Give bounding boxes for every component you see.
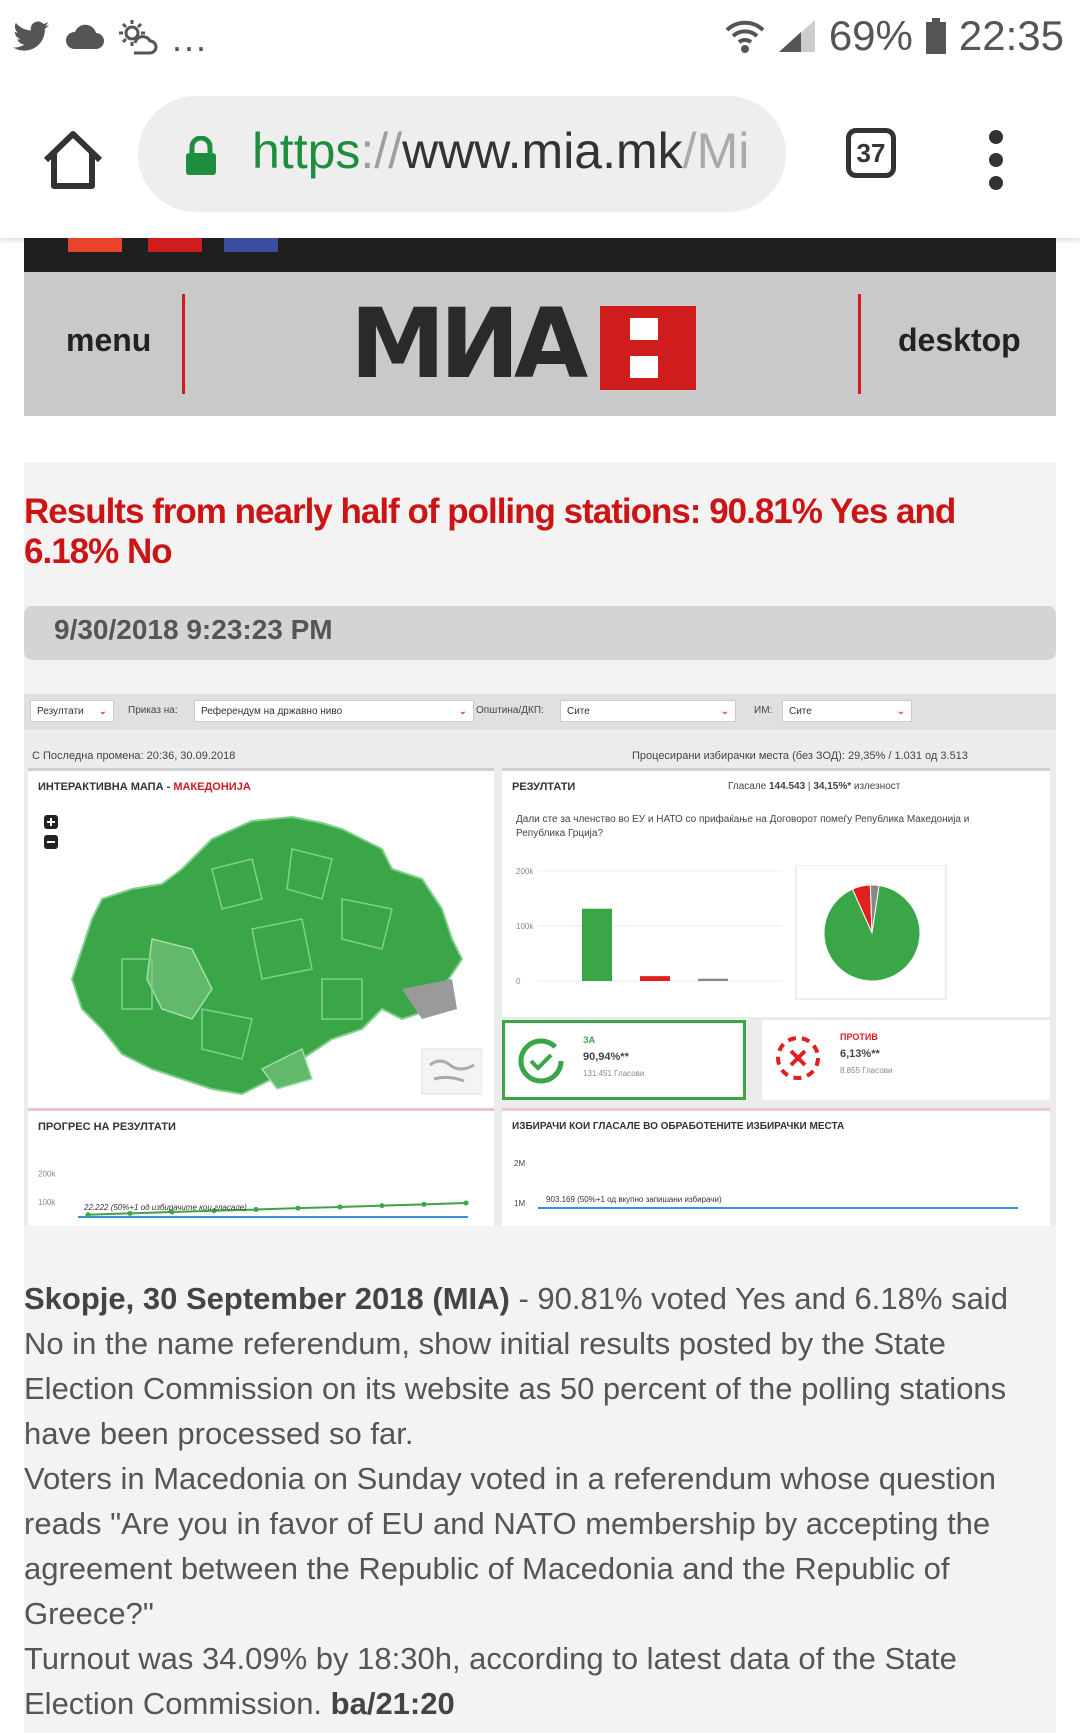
menu-link[interactable]: menu <box>66 322 152 358</box>
site-header <box>24 272 1056 416</box>
browser-toolbar <box>0 78 1080 238</box>
results-select: Резултати ⌄ <box>30 700 114 722</box>
polling-station-label: ИМ: <box>754 705 773 716</box>
header-divider <box>858 294 861 394</box>
line-tick-label: 100k <box>38 1197 56 1207</box>
results-pie-chart <box>792 865 952 1001</box>
home-icon[interactable] <box>40 126 106 192</box>
article-body <box>24 1276 1056 1726</box>
last-change-text: C Последна промена: 20:36, 30.09.2018 <box>32 750 236 762</box>
weather-icon <box>118 19 158 55</box>
header-divider <box>182 294 185 394</box>
check-icon <box>517 1037 565 1085</box>
map-panel <box>28 768 494 1111</box>
zoom-icon <box>42 813 62 853</box>
progress-point <box>254 1207 259 1212</box>
referendum-question: Дали сте за членство во ЕУ и НАТО со прифаќање на Договорот помеѓу Република Македонија и Република Грција? <box>516 814 970 839</box>
bar-against <box>640 976 670 981</box>
results-filter-bar <box>24 694 1056 730</box>
tab-switcher-button[interactable]: 37 <box>846 128 896 178</box>
logo-text: МИА <box>350 288 583 400</box>
against-label: ПРОТИВ <box>840 1032 878 1042</box>
cloud-icon <box>64 24 104 50</box>
voters-axis-2m: 2M <box>514 1159 526 1168</box>
progress-point <box>464 1201 469 1206</box>
logo-mark <box>600 306 696 390</box>
albanian-flag-icon[interactable] <box>148 238 202 252</box>
votes-summary: Гласале 144.543 | 34,15%* излезност <box>728 781 901 792</box>
for-percentage: 90,94%** <box>583 1051 629 1063</box>
article-paragraph: Voters in Macedonia on Sunday voted in a referendum whose question reads "Are you in favor of EU and NATO membership by accepting the agreement between the Republic of Macedonia and the Republic of Greece?" <box>24 1461 996 1631</box>
results-panel <box>502 768 1050 1017</box>
bar-tick-label: 100k <box>516 922 534 931</box>
map-title: ИНТЕРАКТИВНА МАПА - МАКЕДОНИЈА <box>38 781 251 793</box>
municipality-label: Општина/ДКП: <box>476 705 544 716</box>
article-signature: ba/21:20 <box>330 1686 455 1721</box>
voters-axis-1m: 1M <box>514 1199 526 1208</box>
voters-note: 903.169 (50%+1 од вкупно запишани избирачи) <box>546 1195 722 1204</box>
article-headline: Results from nearly half of polling stations: 90.81% Yes and 6.18% No <box>24 492 956 571</box>
progress-note: 22.222 (50%+1 од избирачите кои гласале) <box>84 1203 247 1212</box>
voters-panel <box>502 1108 1050 1226</box>
desktop-link[interactable]: desktop <box>898 322 1021 358</box>
municipality-select: Сите ⌄ <box>560 700 736 722</box>
for-tile <box>502 1020 746 1100</box>
threshold-line <box>538 1207 1018 1209</box>
article-date: 9/30/2018 9:23:23 PM <box>54 614 333 645</box>
progress-point <box>380 1203 385 1208</box>
bar-tick-label: 200k <box>516 867 534 876</box>
site-topbar <box>24 238 1056 272</box>
twitter-icon <box>12 21 50 53</box>
processed-text: Процесирани избирачки места (без ЗОД): 29,35% / 1.031 од 3.513 <box>632 750 968 762</box>
progress-point <box>338 1204 343 1209</box>
article-lead: - 90.81% voted Yes and 6.18% said No in the name referendum, show initial results posted by the State Election Commission on its website as 50 percent of the polling stations have been processed so far. <box>24 1281 1008 1451</box>
bar-tick-label: 0 <box>516 977 521 986</box>
against-tile <box>762 1020 1050 1100</box>
article-date-bar <box>24 606 1056 660</box>
progress-panel <box>28 1108 494 1226</box>
bar-for <box>582 909 612 981</box>
notification-overflow: ... <box>172 18 209 59</box>
progress-point <box>86 1212 91 1217</box>
against-votes: 8.855 Гласови <box>840 1066 893 1075</box>
article-dateline: Skopje, 30 September 2018 (MIA) <box>24 1281 510 1316</box>
wifi-icon <box>725 18 765 54</box>
battery-percentage: 69% <box>828 12 913 59</box>
for-label: ЗА <box>583 1035 596 1045</box>
results-screenshot <box>24 694 1056 1226</box>
progress-point <box>422 1202 427 1207</box>
overflow-menu-icon[interactable] <box>986 130 1006 199</box>
progress-title: ПРОГРЕС НА РЕЗУЛТАТИ <box>38 1121 176 1133</box>
macedonian-flag-icon[interactable] <box>68 238 122 252</box>
signal-icon <box>777 18 817 54</box>
address-bar[interactable] <box>138 96 786 212</box>
battery-icon <box>925 18 947 54</box>
bar-invalid <box>698 979 728 981</box>
article-paragraph <box>24 1276 1056 1456</box>
macedonia-map <box>62 809 482 1099</box>
voters-title: ИЗБИРАЧИ КОИ ГЛАСАЛЕ ВО ОБРАБОТЕНИТЕ ИЗБИРАЧКИ МЕСТА <box>512 1121 845 1132</box>
english-flag-icon[interactable] <box>224 238 278 252</box>
view-label: Приказ на: <box>128 705 178 716</box>
lock-icon <box>184 136 218 176</box>
results-bar-chart <box>502 857 792 1007</box>
for-votes: 131.451 Гласови <box>583 1069 645 1078</box>
cross-icon <box>774 1034 822 1082</box>
line-tick-label: 200k <box>38 1169 56 1179</box>
against-percentage: 6,13%** <box>840 1048 880 1060</box>
article-paragraph <box>24 1636 1056 1726</box>
clock: 22:35 <box>958 12 1064 59</box>
mia-logo[interactable] <box>350 288 710 400</box>
view-select: Референдум на државно ниво ⌄ <box>194 700 474 722</box>
url-text: https://www.mia.mk/Mi <box>252 123 750 179</box>
status-bar <box>0 0 1080 78</box>
results-title: РЕЗУЛТАТИ <box>512 781 576 793</box>
progress-point <box>296 1206 301 1211</box>
polling-station-select: Сите ⌄ <box>782 700 912 722</box>
article <box>24 462 1056 1733</box>
article-turnout-text: Turnout was 34.09% by 18:30h, according to latest data of the State Election Commission. <box>24 1641 957 1721</box>
